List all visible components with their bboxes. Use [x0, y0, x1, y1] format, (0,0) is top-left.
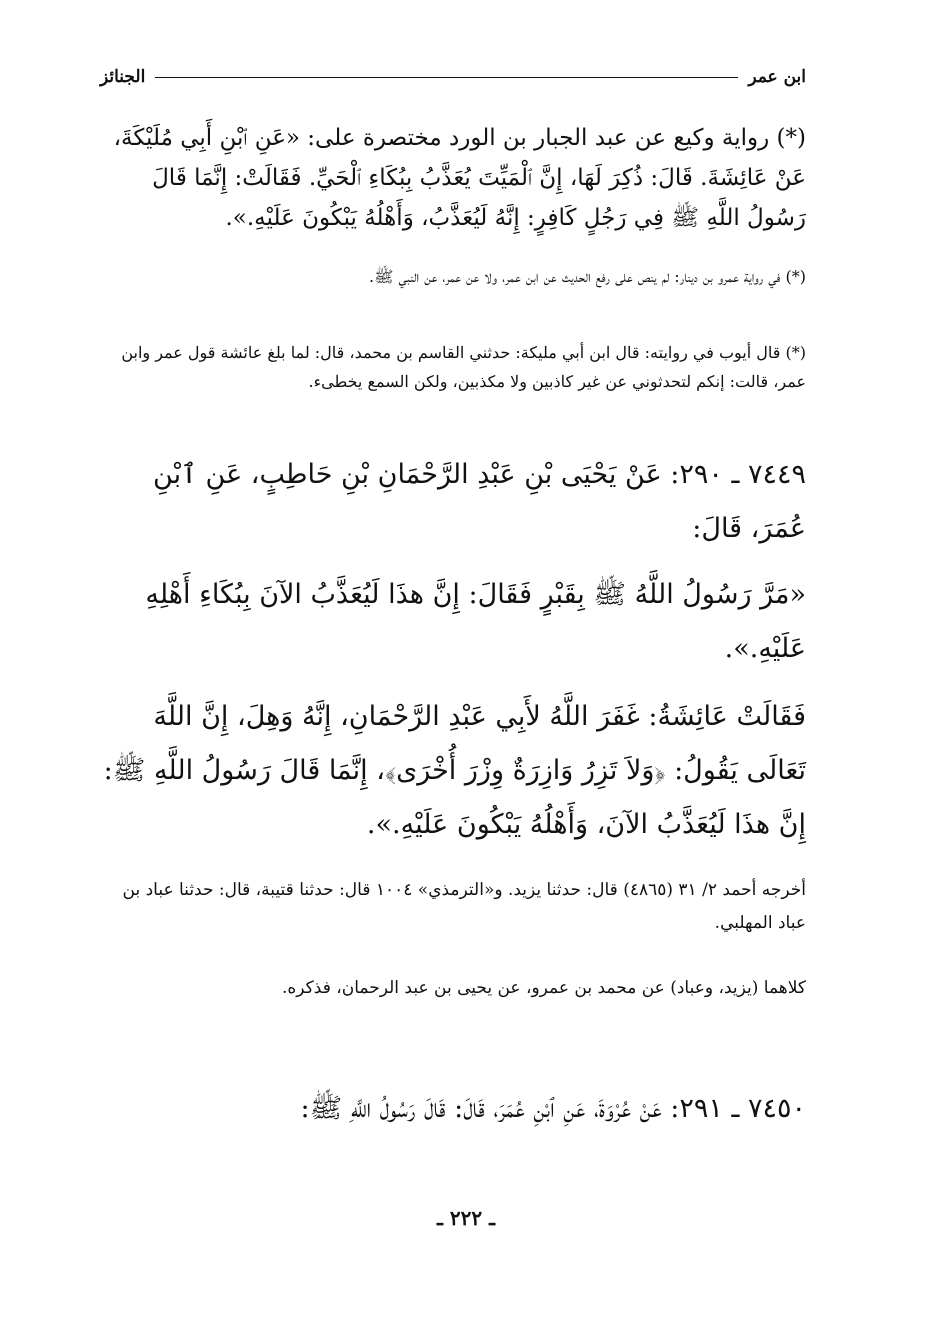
chapter-title: الجنائز [100, 67, 146, 87]
hadith-7449-heading: ٧٤٤٩ ـ ٢٩٠: عَنْ يَحْيَى بْنِ عَبْدِ الرَّحْمَانِ بْنِ حَاطِبٍ، عَنِ ٱبْنِ عُمَرَ، قَالَ: [153, 459, 806, 544]
note-amr-narration: (*) في رواية عمرو بن دينار: لم ينص على رفع الحديث عن ابن عمر، ولا عن عمر، عن النبي ﷺ. [369, 267, 806, 286]
note-ayyub-narration: (*) قال أيوب في روايته: قال ابن أبي مليكة: حدثني القاسم بن محمد، قال: لما بلغ عائشة قول عمر وابن عمر، قالت: إنكم لتحدثوني عن غير كاذبين ولا مكذبين، ولكن السمع يخطىء. [121, 343, 806, 391]
hadith-7450-heading: ٧٤٥٠ ـ ٢٩١: عَنْ عُرْوَةَ، عَنِ ٱبْنِ عُمَرَ، قَالَ: قَالَ رَسُولُ اللَّهِ ﷺ: [300, 1093, 806, 1124]
narrator-title: ابن عمر [748, 67, 806, 87]
kilahuma-note: كلاهما (يزيد، وعباد) عن محمد بن عمرو، عن يحيى بن عبد الرحمان، فذكره. [281, 978, 806, 998]
running-header [100, 62, 806, 92]
header-rule [155, 77, 738, 78]
page-number: ـ ٢٢٢ ـ [437, 1206, 495, 1230]
note-waki-narration: (*) رواية وكيع عن عبد الجبار بن الورد مختصرة على: «عَنِ ٱبْنِ أَبِي مُلَيْكَةَ، عَنْ عَائِشَةَ. قَالَ: ذُكِرَ لَهَا، إِنَّ ٱلْمَيِّتَ يُعَذَّبُ بِبُكَاءِ ٱلْحَيِّ. فَقَالَتْ: إِنَّمَا قَالَ رَسُولُ اللَّهِ ﷺ فِي رَجُلٍ كَافِرٍ: إِنَّهُ لَيُعَذَّبُ، وَأَهْلُهُ يَبْكُونَ عَلَيْهِ.». [113, 125, 806, 231]
takhrij-note: أخرجه أحمد ٢/ ٣١ (٤٨٦٥) قال: حدثنا يزيد. و«الترمذي» ١٠٠٤ قال: حدثنا قتيبة، قال: حدثنا عباد بن عباد المهلبي. [122, 880, 806, 933]
hadith-7449-text: «مَرَّ رَسُولُ اللَّهُ ﷺ بِقَبْرٍ فَقَالَ: إِنَّ هذَا لَيُعَذَّبُ الآنَ بِبُكَاءِ أَهْلِهِ عَلَيْهِ.». [145, 579, 806, 664]
aisha-response: فَقَالَتْ عَائِشَةُ: غَفَرَ اللَّهُ لأَبِي عَبْدِ الرَّحْمَانِ، إِنَّهُ وَهِلَ، إِنَّ اللَّهَ تَعَالَى يَقُولُ: ﴿وَلاَ تَزِرُ وَازِرَةٌ وِزْرَ أُخْرَى﴾، إِنَّمَا قَالَ رَسُولُ اللَّهِ ﷺ: إِنَّ هذَا لَيُعَذَّبُ الآنَ، وَأَهْلُهُ يَبْكُونَ عَلَيْهِ.». [103, 701, 806, 840]
